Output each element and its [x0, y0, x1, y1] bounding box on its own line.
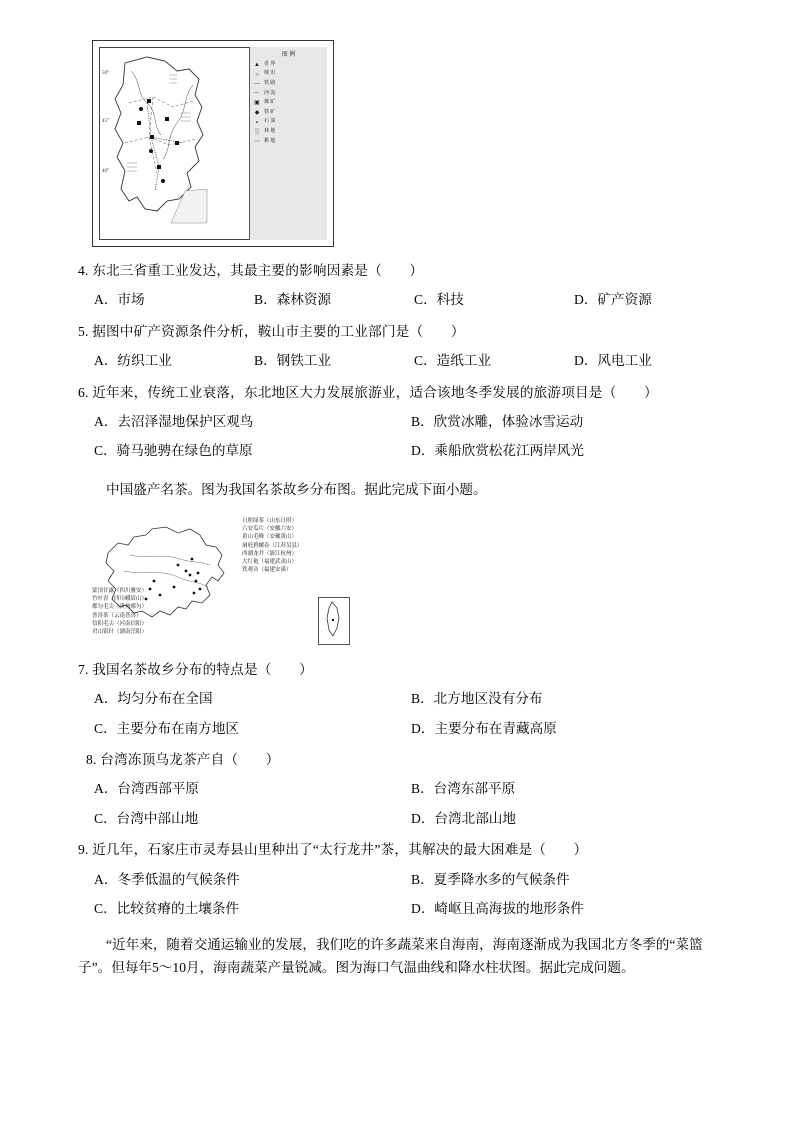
- map-lat-50: 50°: [102, 71, 109, 76]
- legend-item: [252, 109, 325, 117]
- question-4-number: 4.: [78, 263, 89, 278]
- option-4-C[interactable]: C．科技: [414, 292, 464, 308]
- legend-item: [252, 90, 325, 98]
- option-8-D[interactable]: D．台湾北部山地: [411, 810, 516, 826]
- legend-symbol-forest: ░: [254, 129, 260, 136]
- option-7-C[interactable]: C．主要分布在南方地区: [94, 720, 240, 736]
- legend-item: [252, 61, 325, 69]
- legend-item: [252, 128, 325, 136]
- legend-symbol-province: ▲: [254, 62, 260, 69]
- legend-label: 林 地: [264, 128, 276, 134]
- question-4-options: [78, 290, 718, 310]
- option-9-D[interactable]: D．崎岖且高海拔的地形条件: [411, 900, 584, 916]
- option-9-C[interactable]: C．比较贫瘠的土壤条件: [94, 900, 240, 916]
- legend-item: [252, 80, 325, 88]
- question-7-options-row2: [78, 719, 718, 739]
- legend-symbol-iron: ◆: [254, 110, 260, 117]
- option-9-B[interactable]: B．夏季降水多的气候条件: [411, 871, 570, 887]
- legend-label: 河 流: [264, 90, 276, 96]
- question-6-options-row1: [78, 412, 718, 432]
- option-8-B[interactable]: B．台湾东部平原: [411, 781, 516, 797]
- legend-label: 铁 路: [264, 80, 276, 86]
- option-5-B[interactable]: B．钢铁工业: [254, 353, 332, 369]
- tea-label-longjing: 西湖龙井（浙江杭州）: [242, 550, 298, 557]
- option-6-C[interactable]: C．骑马驰骋在绿色的草原: [94, 443, 253, 459]
- option-8-A[interactable]: A．台湾西部平原: [94, 781, 199, 797]
- tea-label-huangshan: 黄山毛峰（安徽黄山）: [242, 534, 298, 541]
- question-9-options-row1: [78, 870, 718, 890]
- legend-symbol-city: ○: [255, 71, 259, 78]
- tea-label-xinyang: 信阳毛尖（河南信阳）: [92, 620, 148, 627]
- tea-label-luan: 六安瓜片（安徽六安）: [242, 526, 298, 533]
- option-6-D[interactable]: D．乘船欣赏松花江两岸风光: [411, 443, 584, 459]
- option-6-A[interactable]: A．去沼泽湿地保护区观鸟: [94, 413, 254, 429]
- legend-item: [252, 119, 325, 127]
- option-5-A[interactable]: A．纺织工业: [94, 353, 172, 369]
- legend-label: 省 界: [264, 61, 276, 67]
- question-5: [78, 322, 718, 342]
- question-7-options-row1: [78, 689, 718, 709]
- question-5-options: [78, 351, 718, 371]
- question-4-stem: 东北三省重工业发达，其最主要的影响因素是（ ）: [92, 263, 424, 278]
- legend-item: [252, 71, 325, 79]
- legend-symbol-oil: ▪: [255, 119, 259, 126]
- tea-label-puer: 普洱茶（云南普洱）: [92, 612, 142, 619]
- option-5-D[interactable]: D．风电工业: [574, 353, 652, 369]
- map-lat-40: 40°: [102, 169, 109, 174]
- tea-label-dahongpao: 大红袍（福建武夷山）: [242, 559, 298, 566]
- question-6-number: 6.: [78, 384, 89, 400]
- option-9-A[interactable]: A．冬季低温的气候条件: [94, 871, 240, 887]
- figure-famous-tea-map: [92, 509, 412, 649]
- legend-symbol-river: 〜: [253, 90, 260, 97]
- question-9-number: 9.: [78, 842, 89, 858]
- tea-label-duyun: 都匀毛尖（贵州都匀）: [92, 604, 148, 611]
- tea-label-junshan: 君山银针（湖南岳阳）: [92, 629, 148, 636]
- question-4: [78, 261, 718, 281]
- tea-label-rizhao: 日照绿茶（山东日照）: [242, 517, 298, 524]
- question-6: [78, 383, 718, 403]
- option-8-C[interactable]: C．台湾中部山地: [94, 810, 199, 826]
- legend-label: 煤 矿: [264, 100, 276, 106]
- legend-symbol-farmland: ⋯: [254, 138, 260, 145]
- option-4-B[interactable]: B．森林资源: [254, 292, 332, 308]
- question-9-options-row2: [78, 899, 718, 919]
- legend-label: 石 油: [264, 119, 276, 125]
- question-5-stem: 据图中矿产资源条件分析，鞍山市主要的工业部门是（ ）: [92, 323, 465, 339]
- question-9: [78, 840, 718, 860]
- tea-label-zhuyeqing: 竹叶青（四川峨眉山）: [92, 596, 148, 603]
- taiwan-inset: [318, 597, 350, 645]
- map-lat-45: 45°: [102, 119, 109, 124]
- question-8: [78, 750, 718, 770]
- option-4-A[interactable]: A．市场: [94, 292, 145, 308]
- option-4-D[interactable]: D．矿产资源: [574, 292, 652, 308]
- legend-label: 城 市: [264, 71, 276, 77]
- option-5-C[interactable]: C．造纸工业: [414, 353, 492, 369]
- legend-symbol-coal: ▣: [254, 100, 260, 107]
- tea-label-biluochun: 洞庭碧螺春（江苏吴县）: [242, 542, 303, 549]
- tea-label-mengding: 蒙顶甘露（四川雅安）: [92, 587, 148, 594]
- question-7-stem: 我国名茶故乡分布的特点是（ ）: [92, 661, 313, 677]
- figure-northeast-china-map: [92, 40, 334, 247]
- question-7: [78, 660, 718, 680]
- question-7-number: 7.: [78, 661, 89, 677]
- legend-label: 铁 矿: [264, 109, 276, 115]
- legend-symbol-railway: —: [254, 81, 260, 88]
- tea-labels-right: [242, 517, 303, 575]
- option-7-B[interactable]: B．北方地区没有分布: [411, 691, 543, 707]
- option-6-B[interactable]: B．欣赏冰雕，体验冰雪运动: [411, 413, 584, 429]
- legend-item: [252, 138, 325, 146]
- option-7-A[interactable]: A．均匀分布在全国: [94, 691, 213, 707]
- intro-tea: 中国盛产名茶。图为我国名茶故乡分布图。据此完成下面小题。: [106, 481, 487, 497]
- tea-labels-left: [92, 587, 147, 637]
- question-8-options-row2: [78, 809, 718, 829]
- question-6-stem: 近年来，传统工业衰落，东北地区大力发展旅游业，适合该地冬季发展的旅游项目是（ ）: [92, 384, 658, 400]
- intro-hainan-vegetables: “近年来，随着交通运输业的发展，我们吃的许多蔬菜来自海南，海南逐渐成为我国北方冬季的“菜篮子”。但每年5～10月，海南蔬菜产量锐减。图为海口气温曲线和降水柱状图。据此完成问题。: [78, 937, 703, 976]
- question-6-options-row2: [78, 441, 718, 461]
- map-legend-title: 图 例: [281, 52, 296, 58]
- legend-item: [252, 99, 325, 107]
- question-9-stem: 近几年，石家庄市灵寿县山里种出了“太行龙井”茶，其解决的最大困难是（ ）: [92, 842, 588, 858]
- question-8-stem: 台湾冻顶乌龙茶产自（ ）: [100, 752, 280, 768]
- tea-label-tieguanyin: 铁观音（福建安溪）: [242, 567, 292, 574]
- page-content: [78, 40, 718, 980]
- question-8-options-row1: [78, 779, 718, 799]
- option-7-D[interactable]: D．主要分布在青藏高原: [411, 720, 557, 736]
- map-landmass: [107, 51, 219, 227]
- map-legend: [249, 47, 327, 240]
- legend-label: 耕 地: [264, 138, 276, 144]
- question-5-number: 5.: [78, 323, 89, 339]
- question-8-number: 8.: [86, 752, 97, 768]
